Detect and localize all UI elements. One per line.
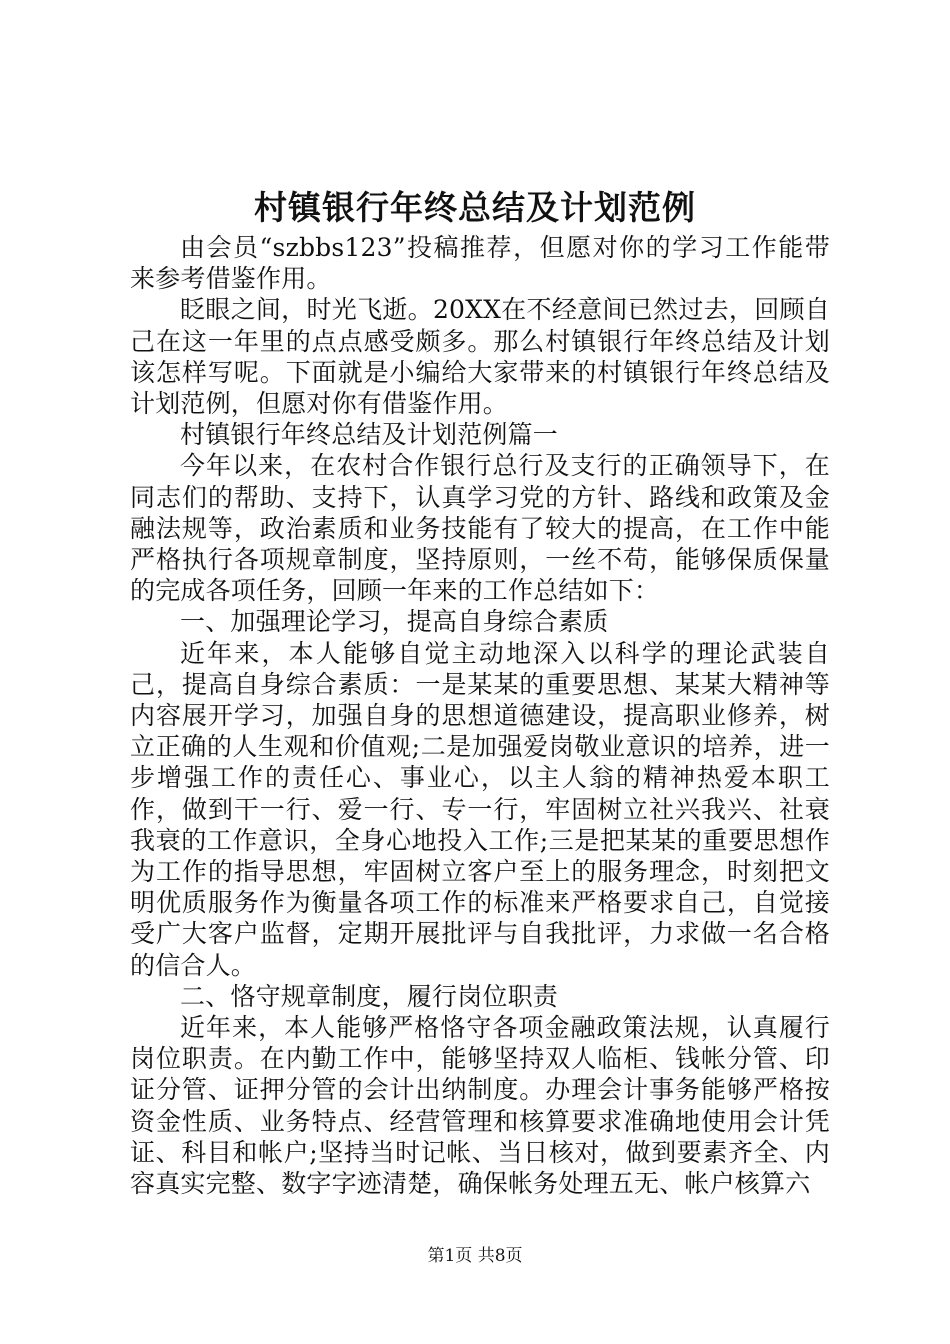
paragraph-preface: 眨眼之间，时光飞逝。20XX在不经意间已然过去，回顾自己在这一年里的点点感受颇多。那么村镇银行年终总结及计划该怎样写呢。下面就是小编给大家带来的村镇银行年终总结及计划范例，但愿对你有借鉴作用。	[130, 295, 830, 419]
paragraph-intro: 由会员“szbbs123”投稿推荐，但愿对你的学习工作能带来参考借鉴作用。	[130, 233, 830, 294]
section-heading-theory-study: 一、加强理论学习，提高自身综合素质	[180, 607, 609, 637]
paragraph-overview: 今年以来，在农村合作银行总行及支行的正确领导下，在同志们的帮助、支持下，认真学习党的方针、路线和政策及金融法规等，政治素质和业务技能有了较大的提高，在工作中能严格执行各项规章制度，坚持原则，一丝不苟，能够保质保量的完成各项任务，回顾一年来的工作总结如下：	[130, 451, 830, 606]
section-heading-rules: 二、恪守规章制度，履行岗位职责	[180, 981, 559, 1011]
page-number-footer: 第1页 共8页	[427, 1246, 523, 1266]
document-body	[130, 232, 830, 1199]
document-title: 村镇银行年终总结及计划范例	[254, 188, 696, 227]
paragraph-rules: 近年来，本人能够严格恪守各项金融政策法规，认真履行岗位职责。在内勤工作中，能够坚持双人临柜、钱帐分管、印证分管、证押分管的会计出纳制度。办理会计事务能够严格按资金性质、业务特点、经营管理和核算要求准确地使用会计凭证、科目和帐户;坚持当时记帐、当日核对，做到要素齐全、内容真实完整、数字字迹清楚，确保帐务处理五无、帐户核算六	[130, 1013, 830, 1199]
section-heading-part-one: 村镇银行年终总结及计划范例篇一	[180, 420, 559, 450]
paragraph-theory-study: 近年来，本人能够自觉主动地深入以科学的理论武装自己，提高自身综合素质：一是某某的重要思想、某某大精神等内容展开学习，加强自身的思想道德建设，提高职业修养，树立正确的人生观和价值观;二是加强爱岗敬业意识的培养，进一步增强工作的责任心、事业心，以主人翁的精神热爱本职工作，做到干一行、爱一行、专一行，牢固树立社兴我兴、社衰我衰的工作意识，全身心地投入工作;三是把某某的重要思想作为工作的指导思想，牢固树立客户至上的服务理念，时刻把文明优质服务作为衡量各项工作的标准来严格要求自己，自觉接受广大客户监督，定期开展批评与自我批评，力求做一名合格的信合人。	[130, 638, 830, 980]
